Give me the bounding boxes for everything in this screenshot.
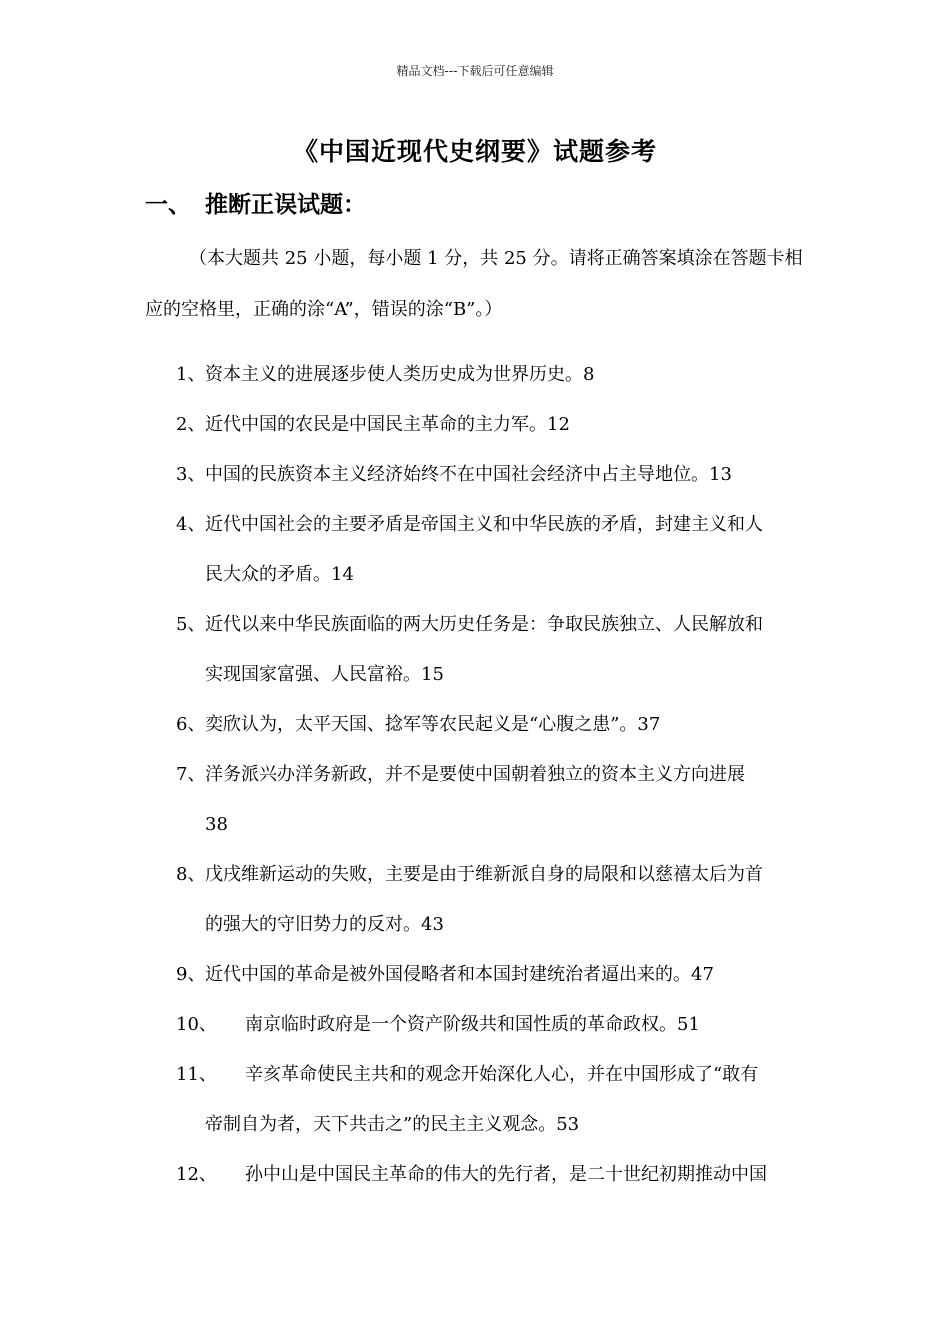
question-item bbox=[0, 700, 815, 750]
question-text-continued: 38 bbox=[205, 814, 228, 835]
question-number: 2、 bbox=[176, 414, 206, 435]
question-number: 6、 bbox=[176, 714, 206, 735]
question-item bbox=[0, 850, 815, 950]
question-text: 辛亥革命使民主共和的观念开始深化人心，并在中国形成了“敢有 bbox=[245, 1064, 759, 1085]
question-text: 近代以来中华民族面临的两大历史任务是：争取民族独立、人民解放和 bbox=[205, 614, 763, 635]
question-number: 10、 bbox=[176, 1014, 217, 1035]
question-text: 资本主义的进展逐步使人类历史成为世界历史。8 bbox=[205, 364, 595, 385]
question-number: 8、 bbox=[176, 864, 206, 885]
question-item bbox=[0, 350, 815, 400]
section-heading bbox=[145, 186, 366, 219]
document-title: 《中国近现代史纲要》试题参考 bbox=[292, 137, 657, 166]
question-number: 9、 bbox=[176, 964, 206, 985]
question-number: 1、 bbox=[176, 364, 206, 385]
question-text: 近代中国的农民是中国民主革命的主力军。12 bbox=[205, 414, 570, 435]
question-number: 7、 bbox=[176, 764, 206, 785]
question-text: 孙中山是中国民主革命的伟大的先行者，是二十世纪初期推动中国 bbox=[245, 1164, 767, 1185]
instructions-paragraph: （本大题共 25 小题，每小题 1 分，共 25 分。请将正确答案填涂在答题卡相应的空格里，正确的涂“A”，错误的涂“B”。） bbox=[145, 248, 803, 320]
question-text: 中国的民族资本主义经济始终不在中国社会经济中占主导地位。13 bbox=[205, 464, 732, 485]
question-text-continued: 民大众的矛盾。14 bbox=[205, 564, 354, 585]
section-number: 一、 bbox=[145, 191, 191, 218]
question-number: 4、 bbox=[176, 514, 206, 535]
question-text: 南京临时政府是一个资产阶级共和国性质的革命政权。51 bbox=[245, 1014, 700, 1035]
question-item bbox=[0, 500, 815, 600]
question-text: 近代中国社会的主要矛盾是帝国主义和中华民族的矛盾，封建主义和人 bbox=[205, 514, 763, 535]
question-text: 戊戌维新运动的失败，主要是由于维新派自身的局限和以慈禧太后为首 bbox=[205, 864, 763, 885]
header-note: 精品文档---下载后可任意编辑 bbox=[396, 64, 554, 78]
question-item bbox=[0, 600, 815, 700]
question-item bbox=[0, 1150, 815, 1200]
question-item bbox=[0, 1050, 815, 1150]
question-number: 12、 bbox=[176, 1164, 217, 1185]
question-text: 近代中国的革命是被外国侵略者和本国封建统治者逼出来的。47 bbox=[205, 964, 714, 985]
question-item bbox=[0, 400, 815, 450]
question-text-continued: 实现国家富强、人民富裕。15 bbox=[205, 664, 444, 685]
question-item bbox=[0, 450, 815, 500]
question-text: 奕欣认为，太平天国、捻军等农民起义是“心腹之患”。37 bbox=[205, 714, 661, 735]
section-heading-text: 推断正误试题： bbox=[205, 191, 366, 218]
question-number: 11、 bbox=[176, 1064, 217, 1085]
question-list bbox=[0, 350, 950, 1200]
question-item bbox=[0, 950, 815, 1000]
question-item bbox=[0, 1000, 815, 1050]
question-text-continued: 的强大的守旧势力的反对。43 bbox=[205, 914, 444, 935]
question-text: 洋务派兴办洋务新政，并不是要使中国朝着独立的资本主义方向进展 bbox=[205, 764, 745, 785]
question-item bbox=[0, 750, 815, 850]
question-text-continued: 帝制自为者，天下共击之”的民主主义观念。53 bbox=[205, 1114, 580, 1135]
question-number: 5、 bbox=[176, 614, 206, 635]
question-number: 3、 bbox=[176, 464, 206, 485]
